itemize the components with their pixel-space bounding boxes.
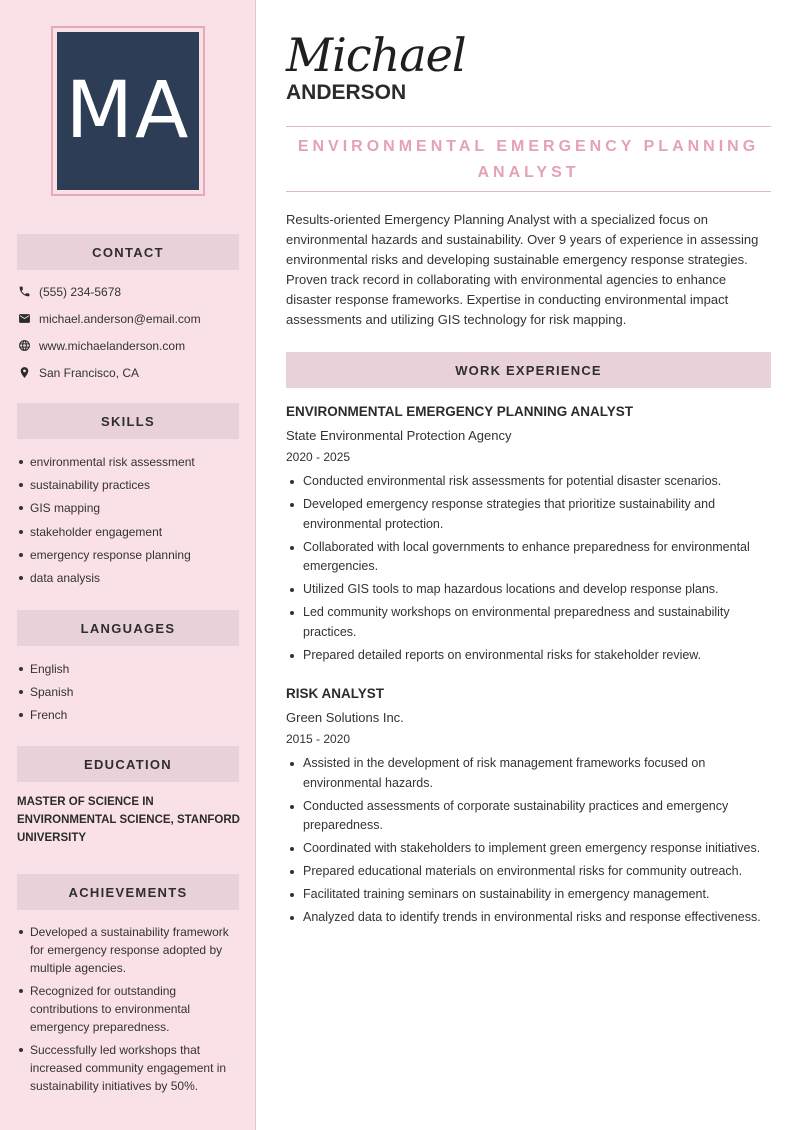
- skills-heading: SKILLS: [17, 403, 239, 439]
- first-name: Michael: [286, 28, 466, 82]
- job-bullets: [286, 472, 771, 665]
- list-item: English: [17, 661, 239, 684]
- phone-icon: [17, 285, 31, 299]
- job-role: ENVIRONMENTAL EMERGENCY PLANNING ANALYST: [286, 404, 634, 419]
- list-item: sustainability practices: [17, 477, 239, 500]
- list-item: Utilized GIS tools to map hazardous locations and develop response plans.: [286, 580, 771, 600]
- list-item: Assisted in the development of risk management frameworks focused on environmental hazards.: [286, 754, 771, 793]
- contact-website[interactable]: [17, 332, 242, 359]
- list-item: data analysis: [17, 570, 239, 593]
- summary: Results-oriented Emergency Planning Analyst with a specialized focus on environmental hazards and sustainability. Over 9 years of experience in assessing environmental risks and developing sustainable emergency response strategies. Proven track record in collaborating with environmental agencies to enhance disaster response frameworks. Expertise in conducting environmental impact assessments and utilizing GIS technology for risk mapping.: [286, 212, 759, 327]
- list-item: Collaborated with local governments to enhance preparedness for environmental emergencies.: [286, 538, 771, 577]
- list-item: Prepared detailed reports on environmental risks for stakeholder review.: [286, 646, 771, 666]
- list-item: Spanish: [17, 684, 239, 707]
- job-dates: 2020 - 2025: [286, 450, 351, 464]
- sidebar: [0, 0, 256, 1130]
- job-company: State Environmental Protection Agency: [286, 428, 512, 443]
- monogram: MA: [57, 32, 199, 190]
- list-item: Recognized for outstanding contributions to environmental emergency preparedness.: [17, 982, 239, 1036]
- contact-website-text: www.michaelanderson.com: [39, 338, 186, 353]
- contact-location: [17, 359, 242, 386]
- contact-phone[interactable]: [17, 278, 242, 305]
- email-icon: [17, 312, 31, 326]
- contact-email-text: michael.anderson@email.com: [39, 311, 201, 326]
- list-item: Conducted environmental risk assessments for potential disaster scenarios.: [286, 472, 771, 492]
- globe-icon: [17, 339, 31, 353]
- contact-list: [17, 278, 242, 386]
- achievements-heading: ACHIEVEMENTS: [17, 874, 239, 910]
- list-item: Successfully led workshops that increased community engagement in sustainability initiatives by 50%.: [17, 1041, 239, 1095]
- languages-list: [17, 661, 239, 731]
- divider: [286, 126, 771, 127]
- list-item: French: [17, 707, 239, 730]
- location-pin-icon: [17, 366, 31, 380]
- contact-location-text: San Francisco, CA: [39, 365, 140, 380]
- monogram-frame: [51, 26, 205, 196]
- education-degree: MASTER OF SCIENCE IN ENVIRONMENTAL SCIENCE, STANFORD UNIVERSITY: [17, 796, 240, 844]
- contact-phone-text: (555) 234-5678: [39, 284, 122, 299]
- list-item: stakeholder engagement: [17, 524, 239, 547]
- contact-email[interactable]: [17, 305, 242, 332]
- job-role: RISK ANALYST: [286, 686, 385, 701]
- list-item: Led community workshops on environmental preparedness and sustainability practices.: [286, 603, 771, 642]
- list-item: Developed emergency response strategies that prioritize sustainability and environmental protection.: [286, 495, 771, 534]
- skills-list: [17, 454, 239, 593]
- last-name: ANDERSON: [286, 81, 407, 104]
- job-company: Green Solutions Inc.: [286, 710, 404, 725]
- education-heading: EDUCATION: [17, 746, 239, 782]
- list-item: Coordinated with stakeholders to implement green emergency response initiatives.: [286, 839, 771, 859]
- job-bullets: [286, 754, 771, 928]
- divider: [286, 191, 771, 192]
- list-item: Developed a sustainability framework for emergency response adopted by multiple agencies.: [17, 923, 239, 977]
- list-item: Analyzed data to identify trends in environmental risks and response effectiveness.: [286, 908, 771, 928]
- achievements-list: [17, 923, 239, 1100]
- contact-heading: CONTACT: [17, 234, 239, 270]
- list-item: GIS mapping: [17, 500, 239, 523]
- list-item: environmental risk assessment: [17, 454, 239, 477]
- list-item: Facilitated training seminars on sustainability in emergency management.: [286, 885, 771, 905]
- job-dates: 2015 - 2020: [286, 732, 351, 746]
- list-item: Prepared educational materials on environmental risks for community outreach.: [286, 862, 771, 882]
- languages-heading: LANGUAGES: [17, 610, 239, 646]
- job-entry: [286, 685, 771, 932]
- list-item: emergency response planning: [17, 547, 239, 570]
- work-experience-heading: WORK EXPERIENCE: [286, 352, 771, 388]
- job-title: ENVIRONMENTAL EMERGENCY PLANNING ANALYST: [297, 138, 760, 181]
- list-item: Conducted assessments of corporate sustainability practices and emergency preparedness.: [286, 797, 771, 836]
- job-entry: [286, 403, 771, 669]
